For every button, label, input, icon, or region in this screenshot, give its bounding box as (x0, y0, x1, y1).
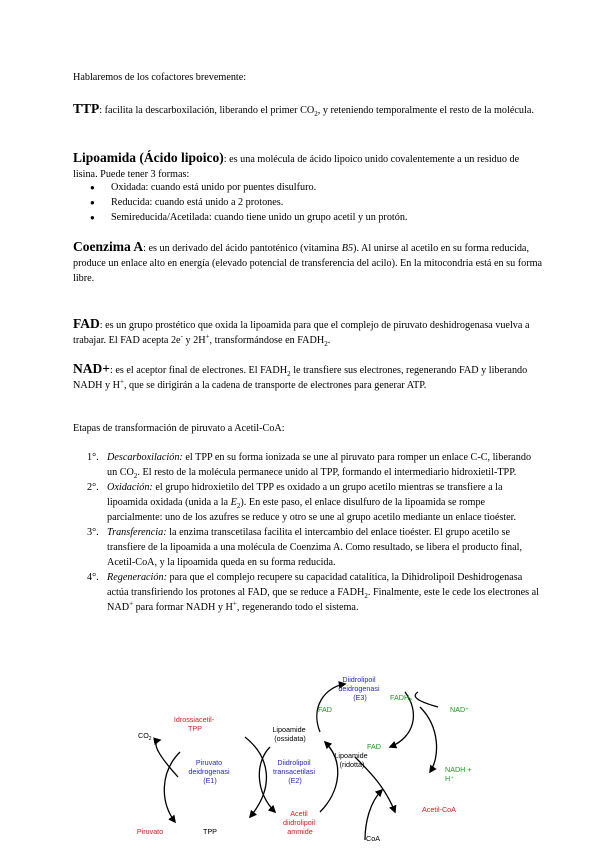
idrossiacetil-label: Idrossiacetil- TPP (173, 715, 215, 733)
ttp-paragraph: TTP: facilita la descarboxilación, liberando el primer $CO_2$, y reteniendo temporalmente el resto de la molécula. (73, 101, 534, 119)
arrow (245, 737, 266, 817)
co2-label: $CO_2$ (138, 731, 152, 742)
fad-left-label: FAD (318, 705, 332, 714)
fad-bottom-label: FAD (367, 742, 381, 751)
acetil-coa-label: Acetil-CoA (422, 805, 456, 814)
arrow (164, 752, 180, 822)
intro-text: Hablaremos de los cofactores brevemente: (73, 72, 247, 83)
fadh2-label: $FADH_2$ (390, 693, 412, 704)
coenzima-title: Coenzima A (73, 239, 144, 254)
list-item: ● Oxidada: cuando está unido por puentes disulfuro. (73, 180, 543, 195)
deidrogenasi-e3-label: Diidrolipoil deidrogenasi (E3) (338, 675, 380, 702)
transacetilasi-label: Diidrolipoil transacetilasi (E2) (273, 758, 315, 785)
arrow (420, 707, 437, 772)
list-item: 4°. Regeneración: para que el complejo recupere su capacidad catalítica, la Dihidrolipoil Deshidrogenasa actúa transfiriendo los protones al FAD, que se reduce a $FADH_2$. Finalmente, este le cede los electrones al NAD+ para formar NADH y H+, regenerando todo el sistema. (87, 572, 539, 613)
fad-title: FAD (73, 316, 100, 331)
nad-plus-label: NAD⁺ (450, 705, 469, 714)
list-item: ● Semireducida/Acetilada: cuando tiene unido un grupo acetil y un protón. (73, 210, 543, 225)
coa-label: CoA (366, 834, 380, 842)
list-item: 2°. Oxidación: el grupo hidroxietilo del TPP es oxidado a un grupo acetilo mientras se transfiere a la lipoamida oxidada (unida a la $E_2$). En este paso, el enlace disulfuro de la lipoamida se rompe parcialmente: uno de los azufres se reduce y otro se une al grupo acetilo mediante un enlace tioéster. (87, 482, 517, 523)
list-item: 3°. Transferencia: la enzima transcetilasa facilita el intercambio del enlace tioéster. El grupo acetilo se transfiere de la lipoamida a una molécula de Coenzima A. Como resultado, se libera el producto final, Acetil-CoA, y la lipoamida queda en su forma reducida. (87, 527, 523, 568)
pyruvate-dehydrogenase-diagram (120, 662, 500, 842)
piruvato-deidrogenasi-label: Piruvato deidrogenasi (E1) (188, 758, 230, 785)
etapas-list (73, 450, 543, 615)
nad-title: NAD+ (73, 361, 110, 376)
arrow (415, 692, 438, 707)
acetil-amide-label: Acetil diidrolipoil ammide (283, 809, 315, 836)
lipoamida-forms-list (73, 180, 543, 225)
list-item: ● Reducida: cuando está unido a 2 protones. (73, 195, 543, 210)
list-item: 1°. Descarboxilación: el TPP en su forma ionizada se une al piruvato para romper un enlace C-C, liberando un $CO_2$. El resto de la molécula permanece unido al TPP, formando el intermediario hidroxietil-TPP. (87, 452, 532, 481)
ttp-title: TTP (73, 101, 100, 116)
nadh-label: NADH + H⁺ (445, 765, 472, 783)
nad-paragraph: NAD+: es el aceptor final de electrones. El $FADH_2$ le transfiere sus electrones, regenerando FAD y liberando NADH y H+, que se dirigirán a la cadena de transporte de electrones para generar ATP. (73, 361, 528, 391)
lipoamida-title: Lipoamida (Ácido lipoico) (73, 150, 224, 165)
fad-paragraph: FAD: es un grupo prostético que oxida la lipoamida para que el complejo de piruvato deshidrogenasa vuelva a trabajar. El FAD acepta 2e- y 2H+, transformándose en $FADH_2$. (73, 316, 530, 349)
lipoamida-paragraph: Lipoamida (Ácido lipoico): es una molécula de ácido lipoico unido covalentemente a un residuo de lisina. Puede tener 3 formas: (73, 150, 520, 180)
arrow (365, 790, 382, 840)
coenzima-paragraph: Coenzima A: es un derivado del ácido pantoténico (vitamina B5). Al unirse al acetilo en su forma reducida, produce un enlace alto en energía (elevado potencial de transferencia del acilo). En la mitocondria está en su forma libre. (73, 239, 543, 284)
lipoamide-ridotta-label: Lipoamide (ridotta) (334, 751, 368, 769)
etapas-title: Etapas de transformación de piruvato a Acetil-CoA: (73, 423, 285, 434)
piruvato-label: Piruvato (136, 827, 164, 836)
lipoamide-ossidata-label: Lipoamide (ossidata) (272, 725, 306, 743)
tpp-label: TPP (203, 827, 217, 836)
